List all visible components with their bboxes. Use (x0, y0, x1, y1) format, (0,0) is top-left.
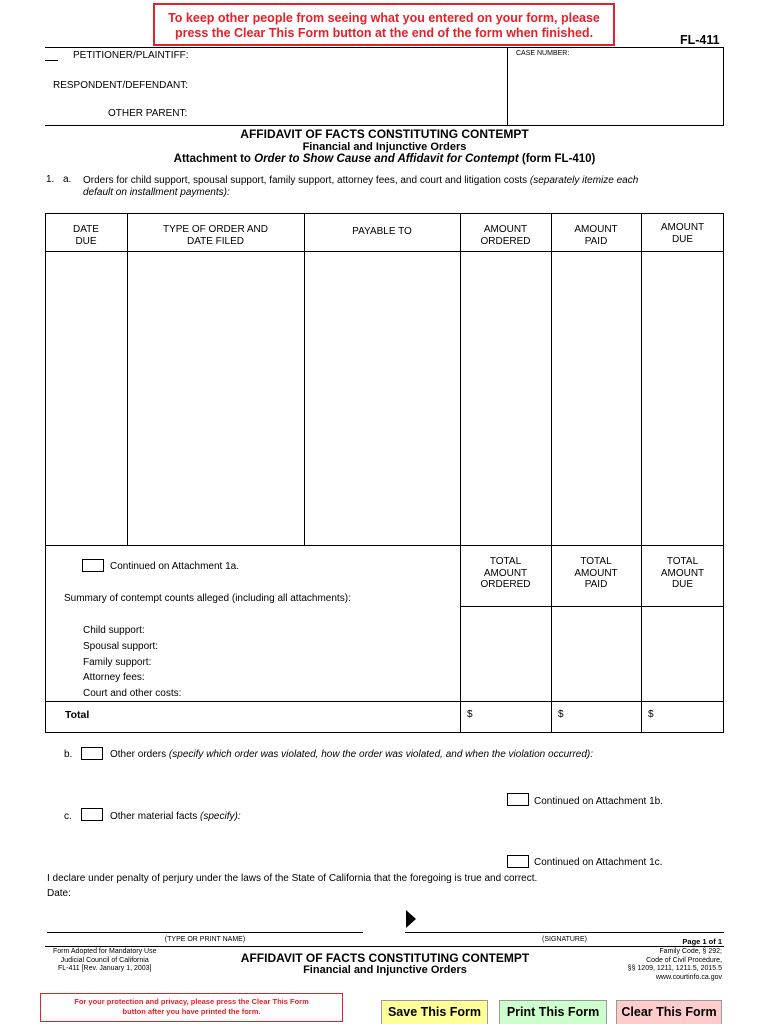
other-parent-label: OTHER PARENT: (108, 108, 188, 119)
header-due-l1: AMOUNT (660, 222, 705, 233)
footer-left (53, 948, 157, 974)
print-name-field[interactable] (47, 912, 362, 930)
case-number-label: CASE NUMBER: (516, 50, 570, 57)
header-amount-paid (551, 224, 641, 247)
item-c-text (110, 811, 241, 822)
header-payable-to: PAYABLE TO (352, 226, 412, 237)
total-paid-header (551, 556, 641, 591)
header-type-l1: TYPE OF ORDER AND (162, 224, 268, 235)
summary-paid-cell[interactable] (552, 607, 640, 700)
continued-1a-label: Continued on Attachment 1a. (110, 561, 239, 572)
item-c-field[interactable] (64, 825, 724, 853)
footer-left-2: Judicial Council of California (60, 956, 149, 964)
print-form-button[interactable]: Print This Form (499, 1000, 607, 1024)
attach-prefix: Attachment to (173, 153, 255, 165)
item-1-number: 1. (46, 174, 55, 185)
header-date-due-l1: DATE (73, 224, 99, 235)
signature-caption: (SIGNATURE) (542, 936, 587, 943)
count-court-costs: Court and other costs: (83, 688, 182, 700)
clear-form-button[interactable]: Clear This Form (616, 1000, 722, 1024)
total-paid-l3: PAID (584, 579, 608, 590)
total-ordered-l3: ORDERED (480, 579, 531, 590)
amount-ordered-cell[interactable] (461, 252, 550, 544)
petitioner-label: PETITIONER/PLAINTIFF: (73, 50, 189, 61)
item-b-italic: (specify which order was violated, how the order was violated, and when the violation occurred): (168, 749, 594, 760)
count-child-support: Child support: (83, 625, 145, 636)
item-b-letter: b. (64, 749, 73, 760)
total-ordered-dollar: $ (467, 709, 473, 720)
item-c-checkbox[interactable] (81, 808, 103, 821)
item-b-checkbox[interactable] (81, 747, 103, 760)
sign-here-arrow-icon (406, 910, 416, 928)
respondent-field[interactable] (190, 77, 502, 91)
save-form-button[interactable]: Save This Form (381, 1000, 488, 1024)
notice-line-1: To keep other people from seeing what you entered on your form, please (168, 11, 600, 25)
header-date-due-l2: DUE (75, 235, 97, 247)
caption-divider (507, 47, 508, 126)
total-label: Total (65, 709, 90, 721)
totals-rule (45, 545, 724, 546)
continued-1b-label: Continued on Attachment 1b. (534, 796, 663, 807)
notice-bottom-2: button after you have printed the form. (122, 1007, 261, 1016)
header-type-l2: DATE FILED (186, 235, 245, 247)
footer-right-2: Code of Civil Procedure, (646, 956, 722, 964)
total-paid-field[interactable] (567, 704, 639, 731)
continued-1b-checkbox[interactable] (507, 793, 529, 806)
caption-tick (45, 60, 58, 61)
payable-to-cell[interactable] (305, 252, 459, 544)
continued-1c-checkbox[interactable] (507, 855, 529, 868)
count-family-support: Family support: (83, 656, 152, 668)
summary-due-cell[interactable] (642, 607, 723, 700)
header-date-due (45, 224, 127, 247)
total-paid-l1: TOTAL (580, 556, 612, 567)
footer-rule (45, 946, 724, 947)
total-due-field[interactable] (657, 704, 722, 731)
header-ordered-l2: ORDERED (480, 235, 531, 247)
continued-1a-checkbox[interactable] (82, 559, 104, 572)
continued-1c-label: Continued on Attachment 1c. (534, 857, 663, 868)
total-paid-dollar: $ (558, 709, 564, 720)
count-attorney-fees: Attorney fees: (83, 672, 145, 684)
other-parent-field[interactable] (190, 106, 502, 120)
total-ordered-header (460, 556, 551, 591)
declaration-text: I declare under penalty of perjury under the laws of the State of California that the foregoing is true and correct. (47, 873, 538, 884)
summary-label: Summary of contempt counts alleged (including all attachments): (64, 593, 351, 604)
notice-line-2: press the Clear This Form button at the end of the form when finished. (174, 26, 594, 40)
total-due-l3: DUE (671, 579, 694, 590)
date-label: Date: (47, 888, 71, 899)
case-number-field[interactable] (512, 60, 720, 120)
footer-left-1: Form Adopted for Mandatory Use (53, 948, 157, 955)
header-paid-l2: PAID (584, 235, 608, 247)
date-due-cell[interactable] (46, 252, 126, 544)
header-ordered-l1: AMOUNT (483, 224, 528, 235)
attach-suffix: (form FL-410) (518, 153, 596, 165)
total-ordered-l2: AMOUNT (483, 567, 528, 579)
page-number: Page 1 of 1 (682, 937, 722, 946)
amount-due-cell[interactable] (642, 252, 723, 544)
attach-italic: Order to Show Cause and Affidavit for Contempt (254, 153, 519, 165)
type-of-order-cell[interactable] (128, 252, 303, 544)
petitioner-field[interactable] (190, 48, 502, 62)
header-paid-l1: AMOUNT (574, 224, 618, 235)
footer-right-3: §§ 1209, 1211, 1211.5, 2015.5 (627, 965, 722, 972)
item-c-main: Other material facts (110, 811, 201, 822)
form-title: AFFIDAVIT OF FACTS CONSTITUTING CONTEMPT (240, 127, 529, 141)
item-b-main: Other orders (110, 749, 169, 760)
signature-field[interactable] (420, 910, 720, 930)
item-c-italic: (specify): (200, 811, 241, 822)
total-due-l1: TOTAL (666, 556, 699, 567)
item-c-letter: c. (64, 811, 72, 822)
signature-line (405, 932, 724, 933)
footer-title: AFFIDAVIT OF FACTS CONSTITUTING CONTEMPT (240, 951, 530, 965)
respondent-label: RESPONDENT/DEFENDANT: (53, 80, 189, 91)
notice-bottom-1: For your protection and privacy, please press the Clear This Form (74, 997, 309, 1006)
total-due-header (641, 556, 724, 591)
total-due-dollar: $ (648, 709, 654, 720)
item-b-field[interactable] (64, 763, 724, 791)
date-field[interactable] (75, 885, 275, 899)
footer-right (590, 948, 722, 982)
total-ordered-l1: TOTAL (489, 556, 522, 567)
privacy-notice-bottom (40, 993, 343, 1022)
footer-right-4: www.courtinfo.ca.gov (655, 973, 722, 981)
item-1a-letter: a. (63, 174, 72, 185)
total-paid-l2: AMOUNT (574, 567, 618, 579)
type-name-caption: (TYPE OR PRINT NAME) (164, 936, 246, 943)
total-ordered-field[interactable] (476, 704, 549, 731)
header-amount-ordered (460, 224, 551, 247)
attachment-line (45, 153, 724, 165)
footer-subtitle: Financial and Injunctive Orders (303, 964, 467, 976)
summary-ordered-cell[interactable] (461, 607, 550, 700)
counts-list (83, 623, 181, 702)
item-1a-italic: (separately itemize each (529, 175, 639, 186)
header-amount-due (641, 222, 724, 245)
item-b-text (110, 749, 593, 760)
form-subtitle: Financial and Injunctive Orders (302, 141, 467, 153)
footer-right-1: Family Code, § 292; (659, 948, 722, 955)
name-line (47, 932, 363, 933)
form-number: FL-411 (680, 33, 720, 47)
header-type-of-order (127, 224, 304, 247)
total-due-l2: AMOUNT (660, 567, 705, 579)
privacy-notice-top (153, 3, 615, 46)
header-due-l2: DUE (671, 233, 694, 245)
item-1a-italic-2: default on installment payments): (83, 187, 230, 198)
count-spousal-support: Spousal support: (83, 640, 159, 652)
amount-paid-cell[interactable] (552, 252, 640, 544)
item-1a-main: Orders for child support, spousal support, family support, attorney fees, and court and litigation costs (83, 175, 530, 186)
footer-left-3: FL-411 [Rev. January 1, 2003] (57, 965, 152, 972)
item-1a-text (83, 175, 723, 199)
